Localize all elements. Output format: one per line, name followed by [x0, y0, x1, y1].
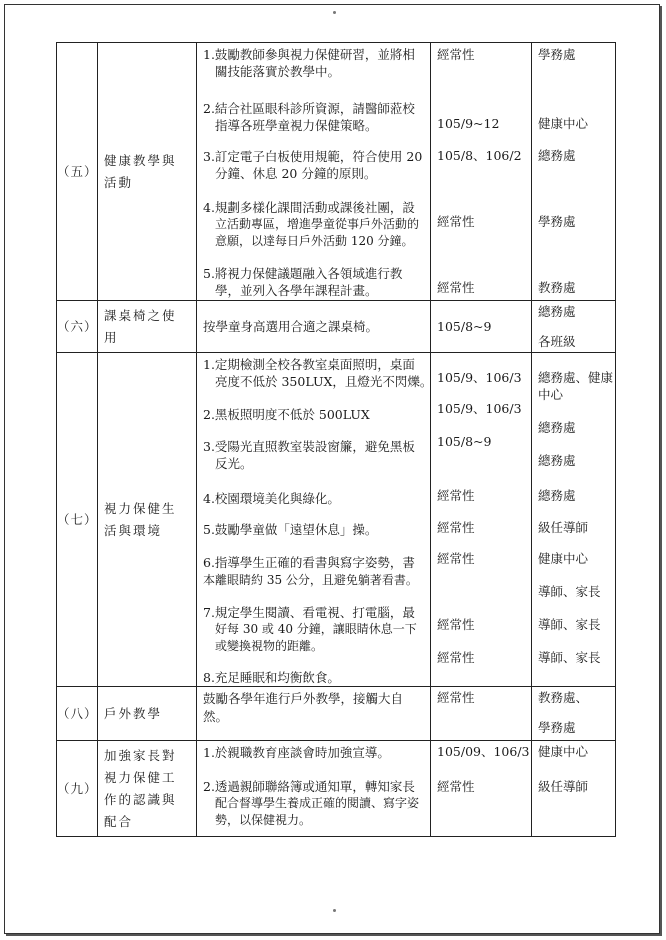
measure-item: 1.於親職教育座談會時加強宣導。 [203, 745, 390, 760]
measure-item: 2.結合社區眼科診所資源，請醫師蒞校 指導各班學童視力保健策略。 [203, 101, 415, 133]
measures-cell [197, 353, 431, 687]
unit-entry: 級任導師 [538, 520, 589, 535]
row-item: 戶外教學 [98, 687, 197, 741]
unit-cell [532, 353, 616, 687]
row-item: 加強家長對視力保健工作的認識與配合 [98, 741, 197, 837]
time-entry: 經常性 [437, 617, 475, 632]
unit-entry: 總務處、健康中心 [538, 370, 614, 402]
measure-item: 5.將視力保健議題融入各領域進行教 學，並列入各學年課程計畫。 [203, 266, 403, 298]
time-entry: 經常性 [437, 280, 475, 295]
unit-entry: 學務處 [538, 214, 576, 229]
scan-dot-bottom [333, 909, 336, 912]
unit-entry: 導師、家長 [538, 617, 601, 632]
measure-item: 5.鼓勵學童做「遠望休息」操。 [203, 522, 378, 537]
measure-item: 4.校園環境美化與綠化。 [203, 491, 340, 506]
time-entry: 105/9、106/3 [437, 370, 522, 385]
unit-entry: 學務處 [538, 720, 576, 735]
measure-item: 4.規劃多樣化課間活動或課後社團，設 立活動專區，增進學童從事戶外活動的意願，以達每日戶外活動 120 分鐘。 [203, 200, 420, 248]
time-cell [431, 43, 532, 301]
row-number: （八） [57, 687, 98, 741]
unit-entry: 總務處 [538, 148, 576, 163]
measure-item: 8.充足睡眠和均衡飲食。 [203, 670, 340, 685]
time-entry: 105/8~9 [437, 434, 492, 449]
row-number: （六） [57, 301, 98, 353]
measures-cell [197, 43, 431, 301]
unit-entry: 各班級 [538, 334, 576, 349]
unit-entry: 健康中心 [538, 116, 589, 131]
row-item: 課桌椅之使用 [98, 301, 197, 353]
table-row [57, 43, 616, 301]
measures-cell [197, 687, 431, 741]
row-item: 視力保健生活與環境 [98, 353, 197, 687]
time-entry: 105/9、106/3 [437, 401, 522, 416]
measure-item: 6.指導學生正確的看書與寫字姿勢，書 本離眼睛約 35 公分，且避免躺著看書。 [203, 555, 418, 587]
measure-item: 2.透過親師聯絡簿或通知單，轉知家長 配合督導學生養成正確的閱讀、寫字姿勢，以保健視力。 [203, 779, 420, 827]
measure-item: 3.訂定電子白板使用規範，符合使用 20 分鐘、休息 20 分鐘的原則。 [203, 149, 423, 181]
row-number: （五） [57, 43, 98, 301]
measures-cell [197, 741, 431, 837]
time-entry: 經常性 [437, 214, 475, 229]
unit-entry: 總務處 [538, 420, 576, 435]
time-entry: 經常性 [437, 488, 475, 503]
unit-entry: 教務處、 [538, 690, 589, 705]
unit-entry: 總務處 [538, 453, 576, 468]
measure-item: 2.黑板照明度不低於 500LUX [203, 407, 370, 422]
time-entry: 105/8、106/2 [437, 148, 522, 163]
unit-cell [532, 687, 616, 741]
row-item: 健康教學與活動 [98, 43, 197, 301]
unit-entry: 健康中心 [538, 551, 589, 566]
time-cell [431, 301, 532, 353]
measure-item: 1.鼓勵教師參與視力保健研習，並將相 關技能落實於教學中。 [203, 47, 415, 79]
time-cell [431, 353, 532, 687]
unit-cell [532, 43, 616, 301]
measure-item: 3.受陽光直照教室裝設窗簾，避免黑板 反光。 [203, 439, 415, 471]
unit-entry: 級任導師 [538, 779, 589, 794]
unit-entry: 總務處 [538, 488, 576, 503]
time-entry: 105/9~12 [437, 116, 500, 131]
time-cell [431, 741, 532, 837]
unit-entry: 健康中心 [538, 744, 589, 759]
time-entry: 經常性 [437, 47, 475, 62]
unit-entry: 學務處 [538, 47, 576, 62]
time-entry: 經常性 [437, 551, 475, 566]
measure-item: 按學童身高選用合適之課桌椅。 [203, 319, 379, 334]
time-entry: 經常性 [437, 650, 475, 665]
unit-entry: 教務處 [538, 280, 576, 295]
table-row [57, 741, 616, 837]
unit-cell [532, 301, 616, 353]
measure-item: 7.規定學生閱讀、看電視、打電腦，最 好每 30 或 40 分鐘，讓眼睛休息一下或變換視物的距離。 [203, 605, 417, 653]
time-entry: 105/8~9 [437, 319, 492, 334]
unit-entry: 總務處 [538, 304, 576, 319]
time-entry: 經常性 [437, 779, 475, 794]
table-row [57, 301, 616, 353]
measure-item: 1.定期檢測全校各教室桌面照明，桌面 亮度不低於 350LUX，且燈光不閃爍。 [203, 357, 433, 389]
time-cell [431, 687, 532, 741]
unit-entry: 導師、家長 [538, 584, 601, 599]
time-entry: 經常性 [437, 520, 475, 535]
measure-item: 鼓勵各學年進行戶外教學，接觸大自然。 [203, 691, 404, 724]
time-entry: 105/09、106/3 [437, 744, 530, 759]
vision-plan-table [56, 42, 616, 837]
table-row [57, 687, 616, 741]
unit-entry: 導師、家長 [538, 650, 601, 665]
row-number: （七） [57, 353, 98, 687]
scan-dot-top [333, 11, 336, 14]
row-number: （九） [57, 741, 98, 837]
measures-cell [197, 301, 431, 353]
unit-cell [532, 741, 616, 837]
table-row [57, 353, 616, 687]
time-entry: 經常性 [437, 690, 475, 705]
